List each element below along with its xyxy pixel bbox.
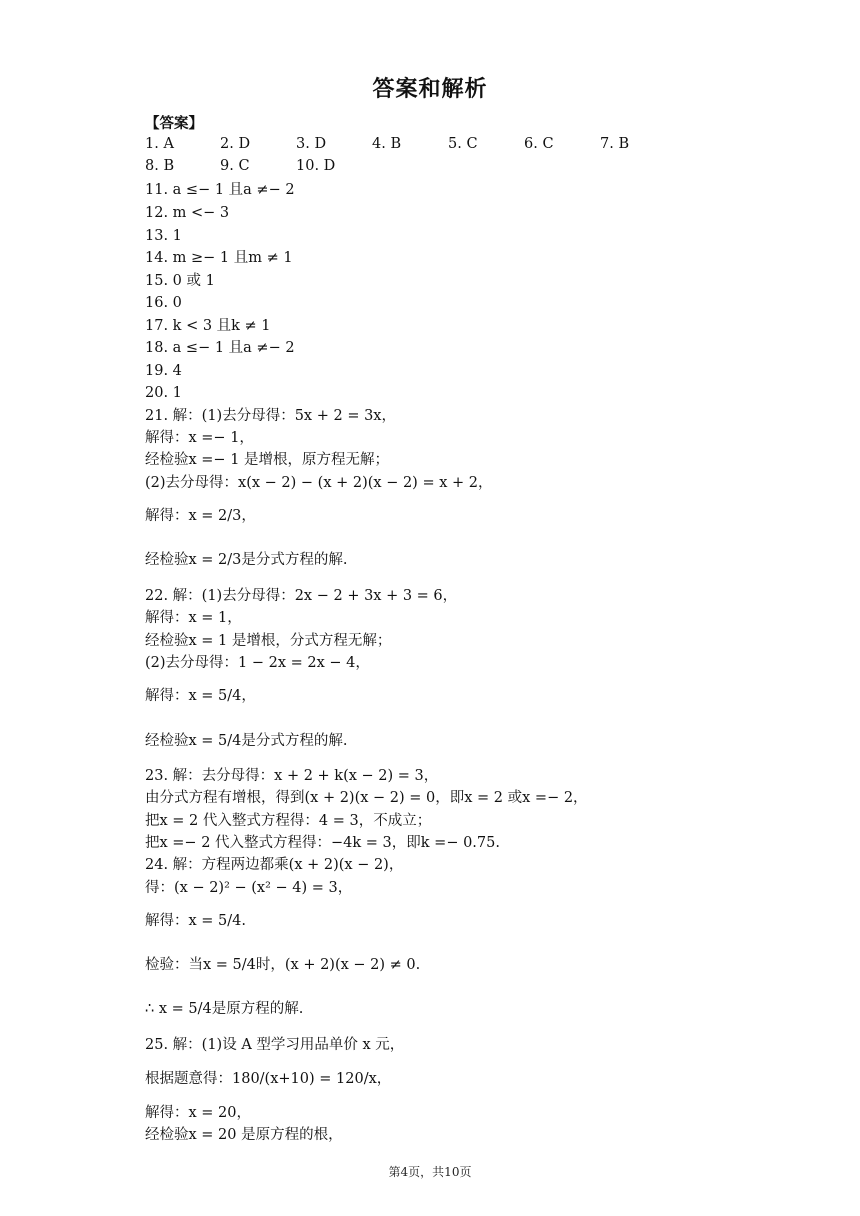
solution-line: 经检验x = 1 是增根，分式方程无解； [145,633,392,649]
solution-line: 解得：x =− 1， [145,430,254,446]
choice-answer: 1. A [145,136,174,152]
solution-line: ∴ x = 5/4是原方程的解. [145,1001,304,1017]
solution-line: 根据题意得：180/(x+10) = 120/x， [145,1071,392,1087]
solution-line: 经检验x =− 1 是增根，原方程无解； [145,452,390,468]
solution-line: 24. 解：方程两边都乘(x + 2)(x − 2)， [145,857,404,873]
choice-answer: 4. B [372,136,402,152]
solution-line: 由分式方程有增根，得到(x + 2)(x − 2) = 0，即x = 2 或x =− 2， [145,790,588,806]
answer-line: 11. a ≤− 1 且a ≠− 2 [145,182,295,198]
solution-line: 检验：当x = 5/4时，(x + 2)(x − 2) ≠ 0. [145,957,421,973]
solution-line: 把x =− 2 代入整式方程得：−4k = 3，即k =− 0.75. [145,835,500,851]
solution-line: 解得：x = 20， [145,1105,251,1121]
solution-line: (2)去分母得：x(x − 2) − (x + 2)(x − 2) = x + 2， [145,475,493,491]
answer-line: 17. k < 3 且k ≠ 1 [145,318,271,334]
choice-answer: 3. D [296,136,327,152]
choice-answer: 6. C [524,136,554,152]
choice-answer: 8. B [145,158,175,174]
answer-line: 13. 1 [145,228,182,244]
choice-answer: 10. D [296,158,336,174]
answer-heading: 【答案】 [145,116,203,132]
choice-answer: 9. C [220,158,250,174]
answer-line: 15. 0 或 1 [145,273,215,289]
choice-answer: 7. B [600,136,630,152]
solution-line: (2)去分母得：1 − 2x = 2x − 4， [145,655,370,671]
answer-line: 20. 1 [145,385,182,401]
answer-line: 18. a ≤− 1 且a ≠− 2 [145,340,295,356]
page-footer: 第4页，共10页 [388,1165,472,1179]
choice-answer: 5. C [448,136,478,152]
solution-line: 经检验x = 5/4是分式方程的解. [145,733,348,749]
solution-line: 解得：x = 2/3， [145,508,256,524]
solution-line: 23. 解：去分母得：x + 2 + k(x − 2) = 3， [145,768,439,784]
solution-line: 22. 解：(1)去分母得：2x − 2 + 3x + 3 = 6， [145,588,458,604]
solution-line: 解得：x = 5/4， [145,688,256,704]
solution-line: 解得：x = 1， [145,610,242,626]
solution-line: 25. 解：(1)设 A 型学习用品单价 x 元， [145,1037,405,1053]
answer-line: 14. m ≥− 1 且m ≠ 1 [145,250,293,266]
solution-line: 解得：x = 5/4. [145,913,246,929]
answer-line: 16. 0 [145,295,182,311]
solution-line: 把x = 2 代入整式方程得：4 = 3，不成立； [145,813,432,829]
solution-line: 经检验x = 2/3是分式方程的解. [145,552,348,568]
choice-answer: 2. D [220,136,251,152]
solution-line: 21. 解：(1)去分母得：5x + 2 = 3x， [145,408,396,424]
answer-line: 12. m <− 3 [145,205,230,221]
solution-line: 经检验x = 20 是原方程的根， [145,1127,343,1143]
answer-line: 19. 4 [145,363,182,379]
page-title: 答案和解析 [372,77,488,102]
solution-line: 得：(x − 2)² − (x² − 4) = 3， [145,880,353,896]
